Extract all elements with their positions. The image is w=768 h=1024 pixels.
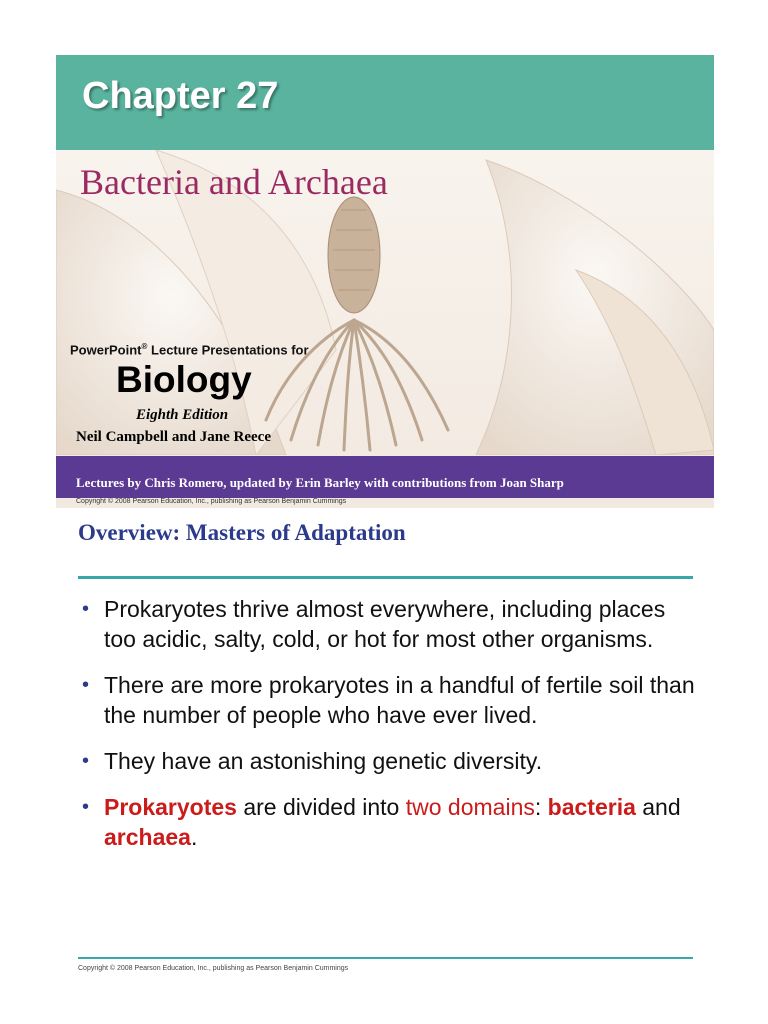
authors: Neil Campbell and Jane Reece <box>76 429 271 445</box>
list-item: • Prokaryotes are divided into two domains: bacteria and archaea. <box>82 794 681 850</box>
book-title: Biology <box>116 359 252 400</box>
bullet-list <box>78 594 698 868</box>
bullet-icon: • <box>82 796 90 818</box>
list-item: • They have an astonishing genetic diversity. <box>82 748 543 774</box>
term-prokaryotes: Prokaryotes <box>104 794 237 820</box>
copyright-notice: Copyright © 2008 Pearson Education, Inc., publishing as Pearson Benjamin Cummings <box>76 498 347 505</box>
powerpoint-line: PowerPoint® Lecture Presentations for <box>70 342 309 358</box>
bullet-icon: • <box>82 598 90 620</box>
bullet-icon: • <box>82 750 90 772</box>
edition-label: Eighth Edition <box>136 407 229 423</box>
footer-divider <box>78 957 693 959</box>
chapter-heading: Chapter 27 <box>82 75 279 117</box>
slide-title: Overview: Masters of Adaptation <box>78 520 406 545</box>
bullet-icon: • <box>82 674 90 696</box>
title-divider <box>78 576 693 579</box>
lecturer-credits: Lectures by Chris Romero, updated by Erin Barley with contributions from Joan Sharp <box>76 475 564 490</box>
term-two-domains: two domains <box>405 794 535 820</box>
chapter-title: Bacteria and Archaea <box>80 162 388 202</box>
title-slide <box>56 55 714 508</box>
copyright-notice: Copyright © 2008 Pearson Education, Inc., publishing as Pearson Benjamin Cummings <box>78 965 349 972</box>
list-item: • Prokaryotes thrive almost everywhere, including places too acidic, salty, cold, or hot for most other organisms. <box>82 596 666 652</box>
list-item: • There are more prokaryotes in a handful of fertile soil than the number of people who have ever lived. <box>82 672 695 728</box>
term-archaea: archaea <box>104 824 191 850</box>
term-bacteria: bacteria <box>547 794 636 820</box>
